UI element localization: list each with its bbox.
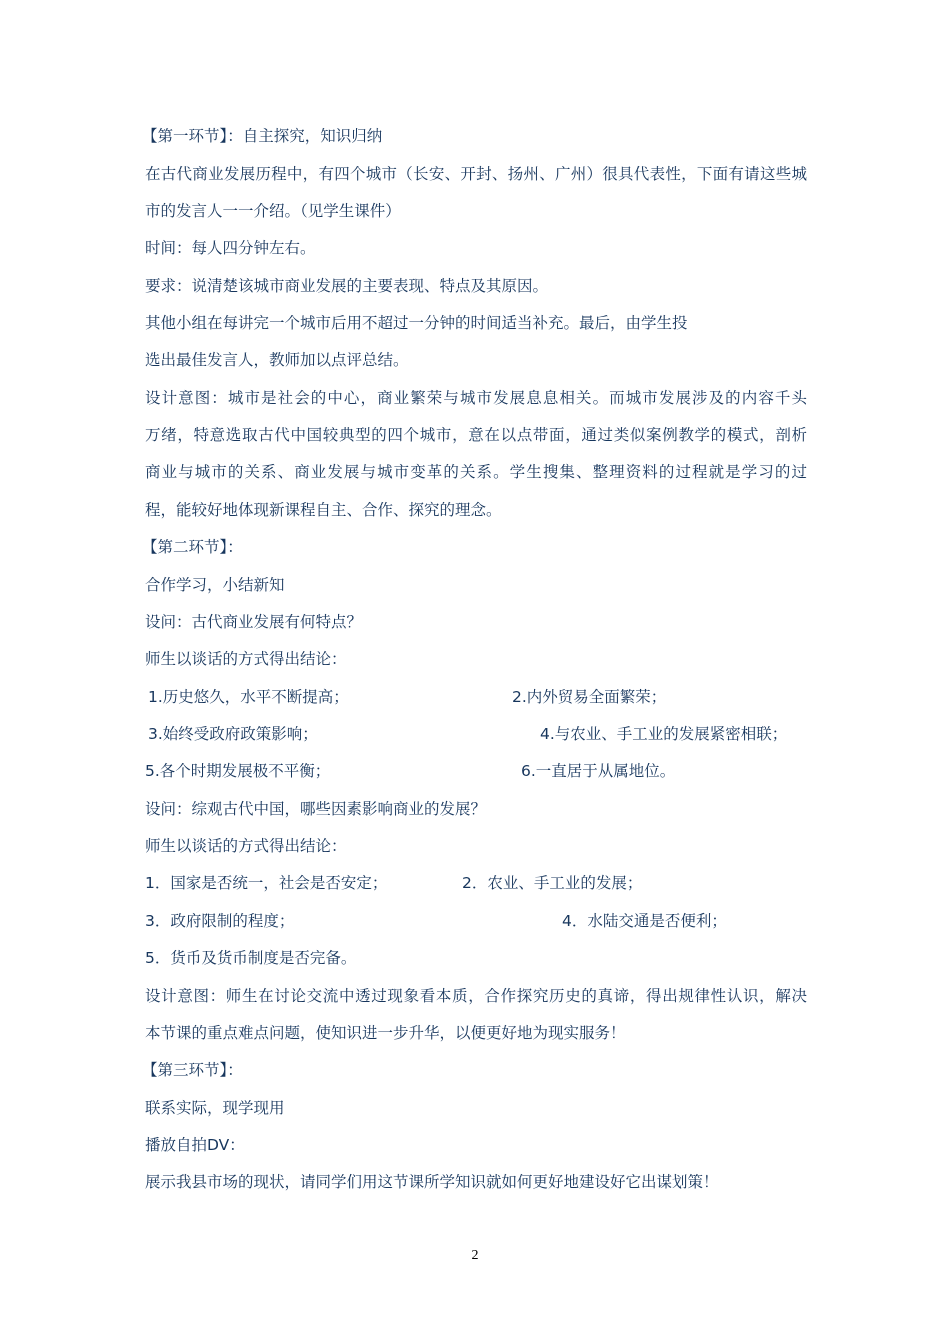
section2-design-line: 设计意图：师生在讨论交流中透过现象看本质，合作探究历史的真谛，得出规律性认识，解决 — [145, 987, 807, 1005]
q2-point: 3．政府限制的程度； — [145, 912, 295, 930]
q1-point: 4.与农业、手工业的发展紧密相联； — [540, 725, 788, 743]
section1-intro-line2: 市的发言人一一介绍。（见学生课件） — [145, 202, 401, 220]
q1-point: 2.内外贸易全面繁荣； — [512, 688, 667, 706]
section3-heading: 【第三环节】： — [142, 1061, 243, 1079]
q1-point: 3.始终受政府政策影响； — [148, 725, 318, 743]
q2-point: 1．国家是否统一，社会是否安定； — [145, 874, 388, 892]
q1-point: 6.一直居于从属地位。 — [521, 762, 676, 780]
section2-subtitle: 合作学习，小结新知 — [145, 576, 285, 594]
section3-subtitle: 联系实际，现学现用 — [145, 1099, 285, 1117]
section1-requirement: 要求：说清楚该城市商业发展的主要表现、特点及其原因。 — [145, 277, 549, 295]
q1-point: 5.各个时期发展极不平衡； — [145, 762, 331, 780]
section1-intro-line1: 在古代商业发展历程中，有四个城市（长安、开封、扬州、广州）很具代表性，下面有请这些城 — [145, 165, 807, 183]
section2-question1: 设问：古代商业发展有何特点？ — [145, 613, 363, 631]
section2-question2: 设问：综观古代中国，哪些因素影响商业的发展？ — [145, 800, 487, 818]
section2-question1-lead: 师生以谈话的方式得出结论： — [145, 650, 347, 668]
section3-task: 展示我县市场的现状，请同学们用这节课所学知识就如何更好地建设好它出谋划策！ — [145, 1173, 719, 1191]
q2-point: 5．货币及货币制度是否完备。 — [145, 949, 357, 967]
section2-heading: 【第二环节】： — [142, 538, 243, 556]
section1-others-line2: 选出最佳发言人，教师加以点评总结。 — [145, 351, 409, 369]
section1-design-line: 程，能较好地体现新课程自主、合作、探究的理念。 — [145, 501, 502, 519]
section1-others-line1: 其他小组在每讲完一个城市后用不超过一分钟的时间适当补充。最后，由学生投 — [145, 314, 688, 332]
section1-time: 时间：每人四分钟左右。 — [145, 239, 316, 257]
section1-heading: 【第一环节】：自主探究，知识归纳 — [142, 127, 383, 145]
section1-design-line: 万绪，特意选取古代中国较典型的四个城市，意在以点带面，通过类似案例教学的模式，剖析 — [145, 426, 807, 444]
q2-point: 4．水陆交通是否便利； — [562, 912, 727, 930]
section2-question2-lead: 师生以谈话的方式得出结论： — [145, 837, 347, 855]
section2-design-line: 本节课的重点难点问题，使知识进一步升华，以便更好地为现实服务！ — [145, 1024, 626, 1042]
section1-design-line: 商业与城市的关系、商业发展与城市变革的关系。学生搜集、整理资料的过程就是学习的过 — [145, 463, 807, 481]
section1-design-line: 设计意图：城市是社会的中心，商业繁荣与城市发展息息相关。而城市发展涉及的内容千头 — [145, 389, 807, 407]
q2-point: 2．农业、手工业的发展； — [462, 874, 643, 892]
q1-point: 1.历史悠久，水平不断提高； — [148, 688, 349, 706]
page-number: 2 — [471, 1248, 479, 1263]
section3-dv: 播放自拍DV： — [145, 1136, 245, 1154]
